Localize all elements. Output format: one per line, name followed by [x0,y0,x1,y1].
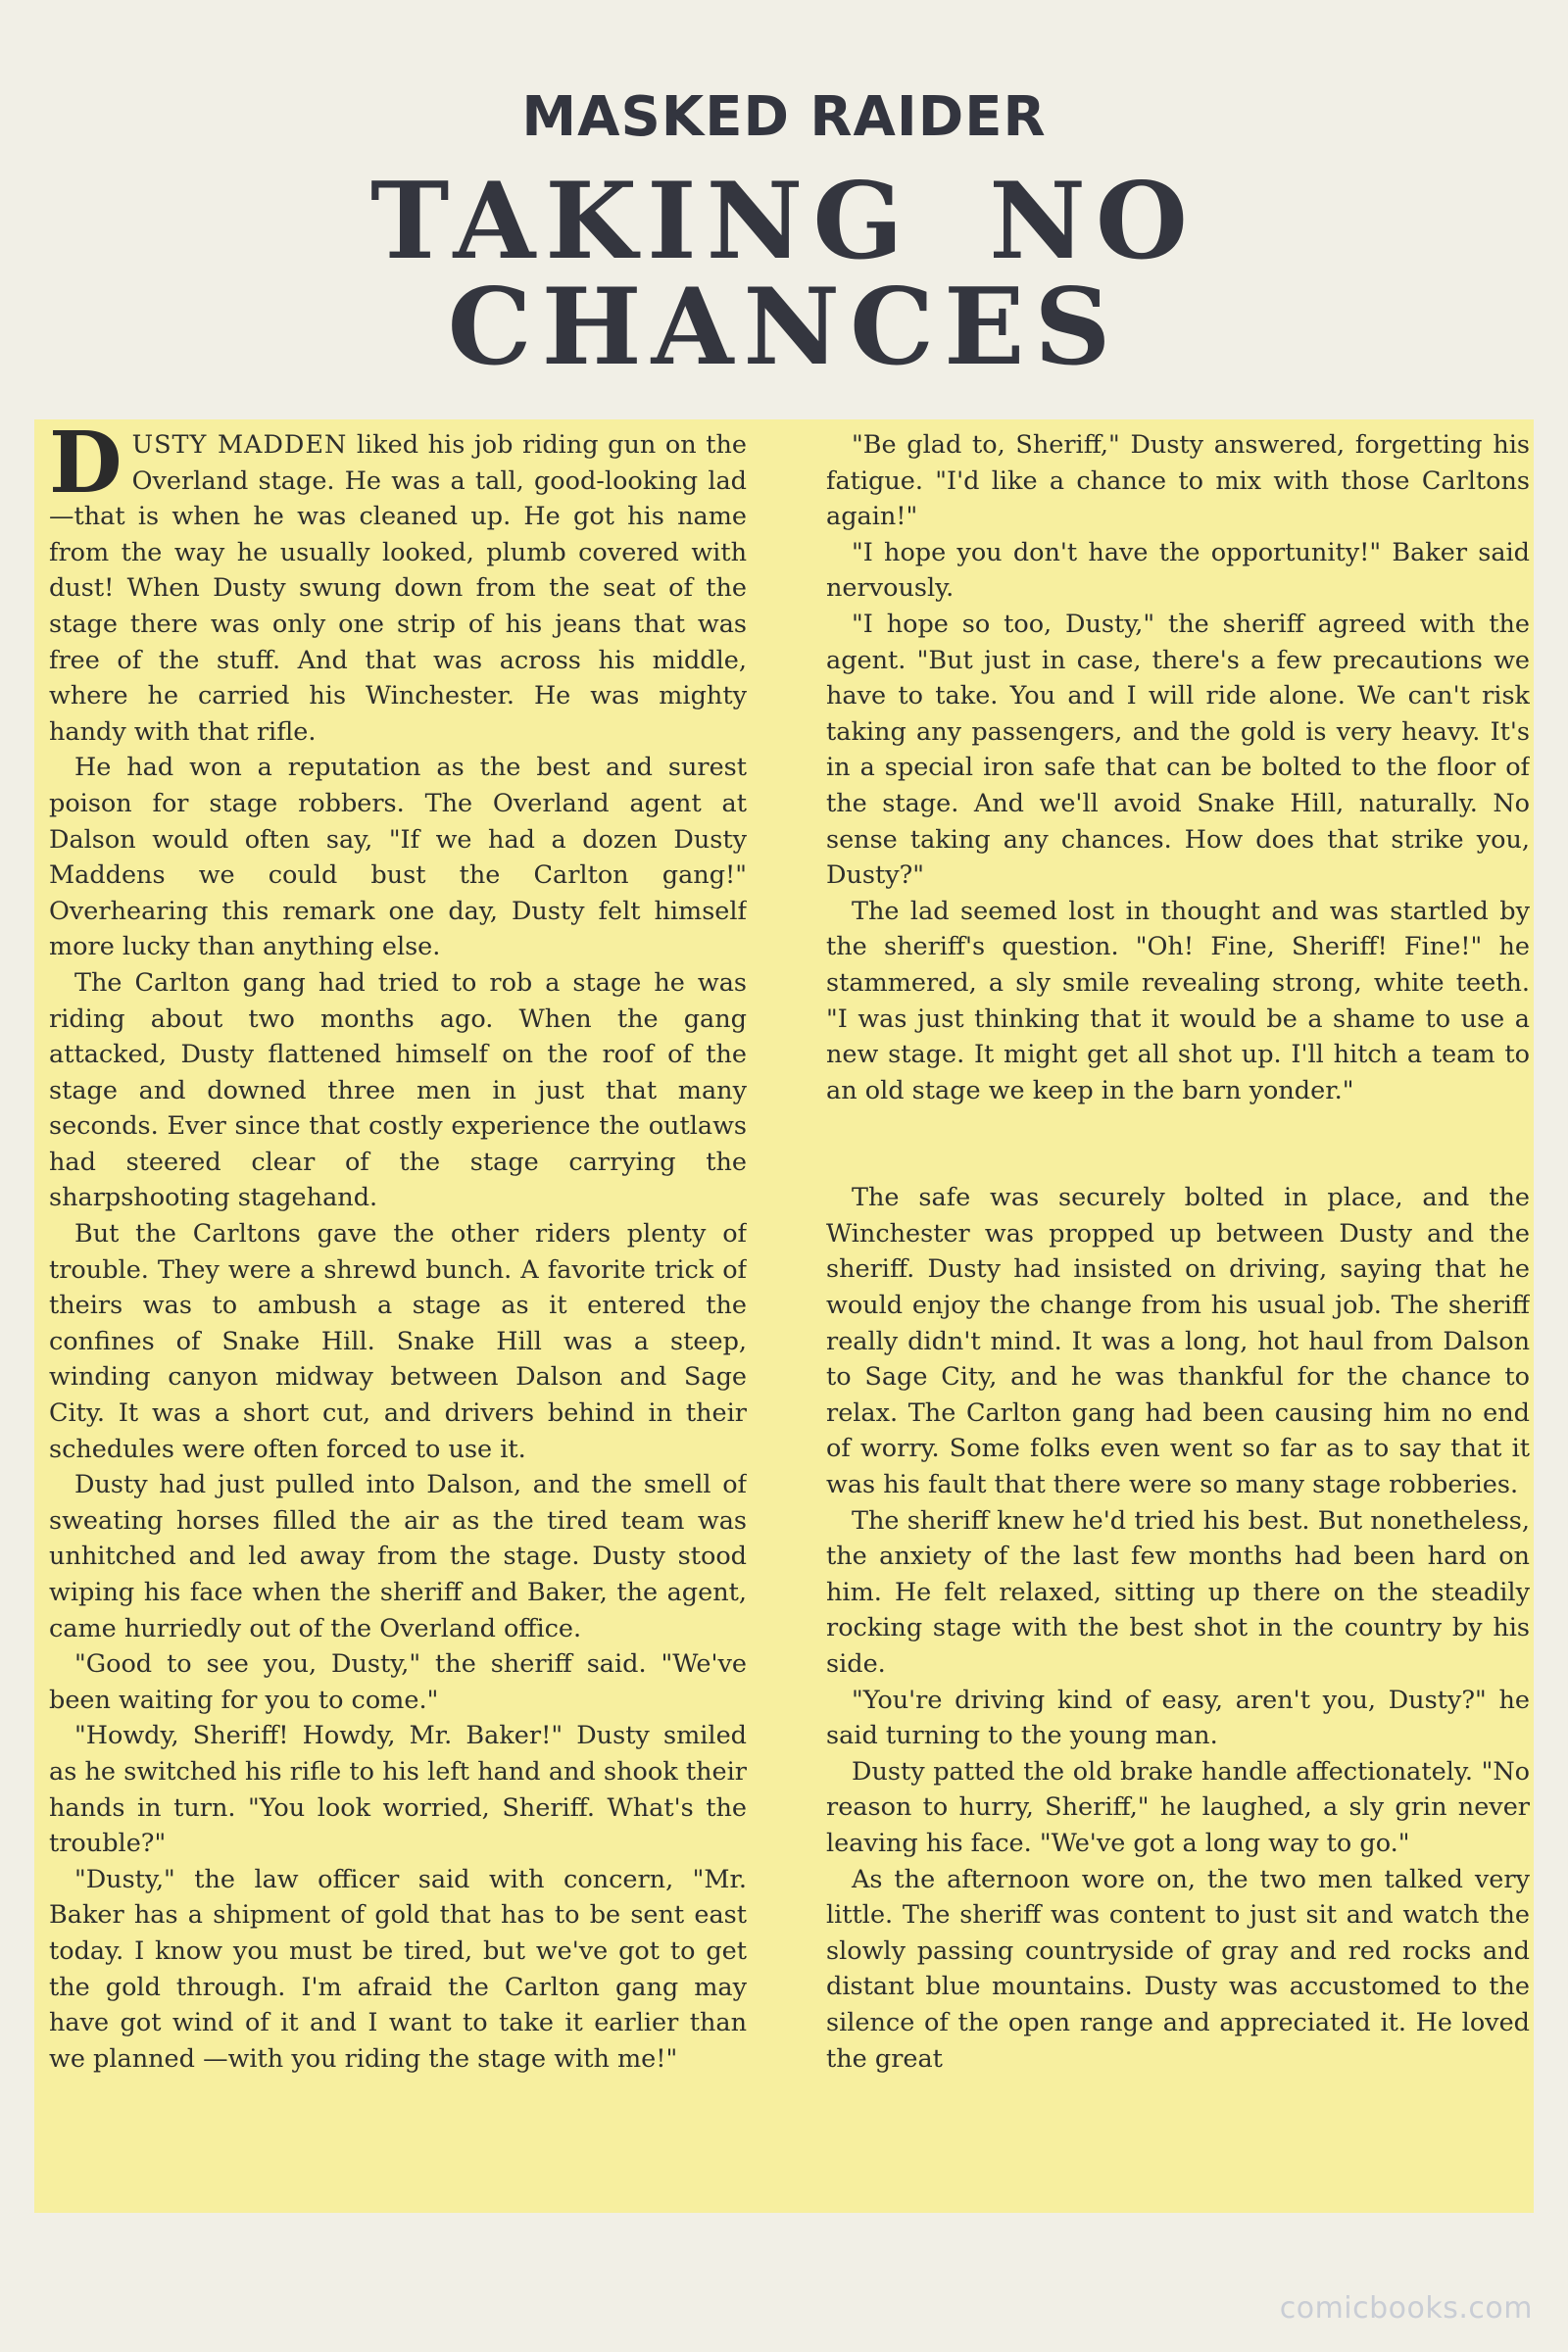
paragraph: As the afternoon wore on, the two men talked very little. The sheriff was content to just sit and watch the slowly passing countryside of gray and red rocks and distant blue mountains. Dusty was accustomed to the silence of the open range and appreciated it. He loved the great [826,1864,1530,2074]
paragraph: He had won a reputation as the best and surest poison for stage robbers. The Overland agent at Dalson would often say, "If we had a dozen Dusty Maddens we could bust the Carlton gang!" Overhearing this remark one day, Dusty felt himself more lucky than anything else. [49,753,747,962]
story-title: TAKING NO CHANCES [370,160,1198,389]
paragraph: "Howdy, Sheriff! Howdy, Mr. Baker!" Dusty smiled as he switched his rifle to his left hand and shook their hands in turn. "You look worried, Sheriff. What's the trouble?" [49,1721,747,1859]
paragraph: "You're driving kind of easy, aren't you, Dusty?" he said turning to the young man. [826,1685,1530,1751]
paragraph: But the Carltons gave the other riders plenty of trouble. They were a shrewd bunch. A favorite trick of theirs was to ambush a stage as it entered the confines of Snake Hill. Snake Hill was a steep, winding canyon midway between Dalson and Sage City. It was a short cut, and drivers behind in their schedules were often forced to use it. [49,1219,747,1464]
series-title: MASKED RAIDER [521,85,1047,149]
paragraph: The safe was securely bolted in place, and the Winchester was propped up between Dusty and the sheriff. Dusty had insisted on driving, saying that he would enjoy the change from his usual job. The sheriff really didn't mind. It was a long, hot haul from Dalson to Sage City, and he was thankful for the chance to relax. The Carlton gang had been causing him no end of worry. Some folks even went so far as to say that it was his fault that there were so many stage robberies. [826,1183,1530,1500]
paragraph: "I hope you don't have the opportunity!" Baker said nervously. [826,537,1530,604]
paragraph: The sheriff knew he'd tried his best. But nonetheless, the anxiety of the last few months had been hard on him. He felt relaxed, sitting up there on the steadily rocking stage with the best shot in the country by his side. [826,1505,1530,1679]
lead-in: USTY MADDEN [131,430,348,460]
paragraph: The Carlton gang had tried to rob a stage he was riding about two months ago. When the gang attacked, Dusty flattened himself on the roof of the stage and downed three men in just that many seconds. Ever since that costly experience the outlaws had steered clear of the stage carrying the sharpshooting stagehand. [49,967,747,1213]
paragraph: Dusty patted the old brake handle affectionately. "No reason to hurry, Sheriff," he laughed, a sly grin never leaving his face. "We've got a long way to go." [826,1756,1530,1858]
watermark-credit: comicbooks.com [1279,2291,1533,2326]
story-header [0,85,1568,389]
paragraph: "I hope so too, Dusty," the sheriff agreed with the agent. "But just in case, there's a few precautions we have to take. You and I will ride alone. We can't risk taking any passengers, and the gold is very heavy. It's in a special iron safe that can be bolted to the floor of the stage. And we'll avoid Snake Hill, naturally. No sense taking any chances. How does that strike you, Dusty?" [826,609,1530,891]
opening-paragraph [49,427,747,750]
left-column [49,427,747,2211]
paragraph-text: liked his job riding gun on the Overland stage. He was a tall, good-looking lad—that is when he was cleaned up. He got his name from the way he usually looked, plumb covered with dust! When Dusty swung down from the seat of the stage there was only one strip of his jeans that was free of the stuff. And that was across his middle, where he carried his Winchester. He was mighty handy with that rifle. [49,430,747,747]
paragraph: "Be glad to, Sheriff," Dusty answered, forgetting his fatigue. "I'd like a chance to mix with those Carltons again!" [826,430,1530,532]
paragraph: The lad seemed lost in thought and was startled by the sheriff's question. "Oh! Fine, Sheriff! Fine!" he stammered, a sly smile revealing strong, white teeth. "I was just thinking that it would be a shame to use a new stage. It might get all shot up. I'll hitch a team to an old stage we keep in the barn yonder." [826,896,1530,1105]
paragraph: "Dusty," the law officer said with concern, "Mr. Baker has a shipment of gold that has to be sent east today. I know you must be tired, but we've got to get the gold through. I'm afraid the Carlton gang may have got wind of it and I want to take it earlier than we planned —with you riding the stage with me!" [49,1864,747,2074]
drop-cap: D [49,427,122,513]
right-column [826,427,1530,2211]
paragraph: "Good to see you, Dusty," the sheriff said. "We've been waiting for you to come." [49,1649,747,1715]
paragraph: Dusty had just pulled into Dalson, and the smell of sweating horses filled the air as the tired team was unhitched and led away from the stage. Dusty stood wiping his face when the sheriff and Baker, the agent, came hurriedly out of the Overland office. [49,1470,747,1643]
